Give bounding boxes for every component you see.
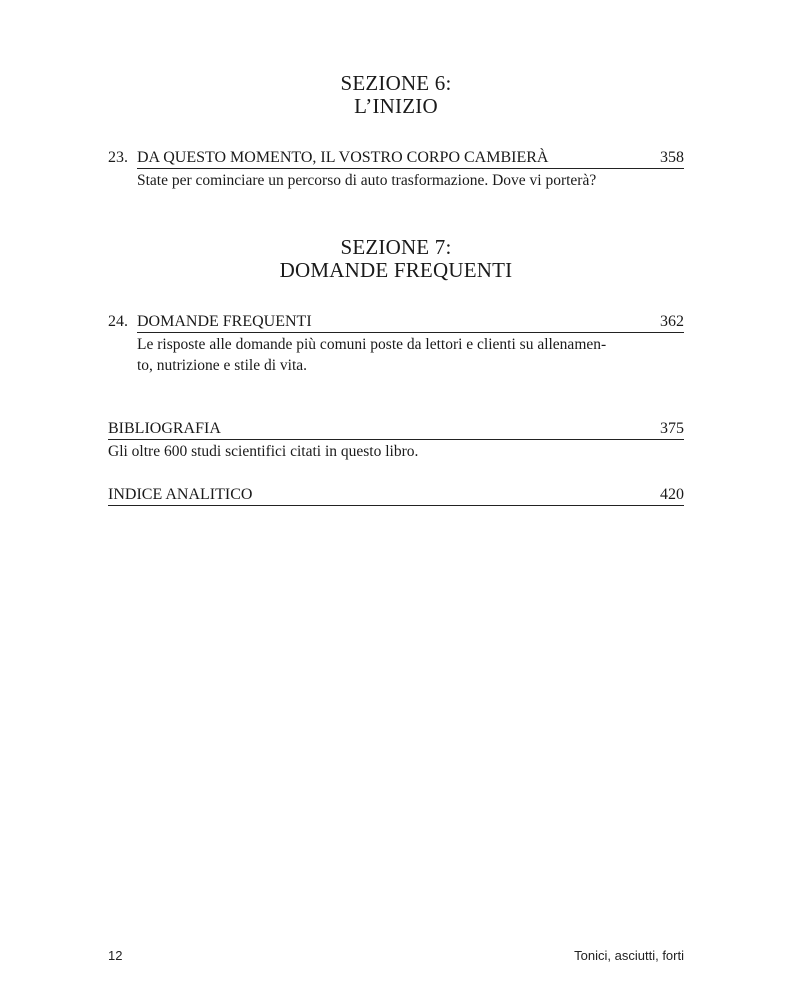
section-heading-7 — [108, 236, 684, 282]
chapter-number: 23. — [108, 149, 128, 166]
entry-title: BIBLIOGRAFIA — [108, 420, 221, 437]
toc-entry-chapter-23[interactable] — [108, 147, 684, 191]
chapter-title: DOMANDE FREQUENTI — [137, 313, 312, 330]
toc-entry-indice-analitico[interactable] — [108, 484, 684, 506]
section-title: L’INIZIO — [354, 94, 438, 118]
footer-page-number: 12 — [108, 948, 123, 963]
chapter-number: 24. — [108, 313, 128, 330]
toc-entry-header — [108, 147, 684, 169]
page-number: 362 — [660, 313, 684, 330]
chapter-title: DA QUESTO MOMENTO, IL VOSTRO CORPO CAMBIERÀ — [137, 149, 549, 166]
toc-entry-header — [108, 311, 684, 333]
section-number: SEZIONE 7: — [340, 235, 452, 259]
chapter-description — [108, 334, 684, 376]
toc-entry-header — [108, 418, 684, 440]
toc-entry-bibliografia[interactable] — [108, 418, 684, 462]
toc-entry-header — [108, 484, 684, 506]
chapter-description — [108, 170, 684, 191]
page-number: 375 — [660, 420, 684, 437]
title-underline — [137, 168, 684, 169]
description-line: State per cominciare un percorso di auto trasformazione. Dove vi porterà? — [137, 172, 597, 189]
section-number: SEZIONE 6: — [340, 71, 452, 95]
title-underline — [108, 505, 684, 506]
toc-entry-chapter-24[interactable] — [108, 311, 684, 376]
page-number: 420 — [660, 486, 684, 503]
description-line: to, nutrizione e stile di vita. — [137, 357, 308, 374]
page-number: 358 — [660, 149, 684, 166]
section-title: DOMANDE FREQUENTI — [279, 258, 513, 282]
description-line: Le risposte alle domande più comuni poste da lettori e clienti su allenamen- — [137, 336, 607, 353]
section-heading-6 — [108, 72, 684, 118]
entry-title: INDICE ANALITICO — [108, 486, 253, 503]
title-underline — [137, 332, 684, 333]
entry-description: Gli oltre 600 studi scientifici citati in questo libro. — [108, 443, 419, 460]
title-underline — [108, 439, 684, 440]
footer-book-title: Tonici, asciutti, forti — [574, 948, 684, 963]
